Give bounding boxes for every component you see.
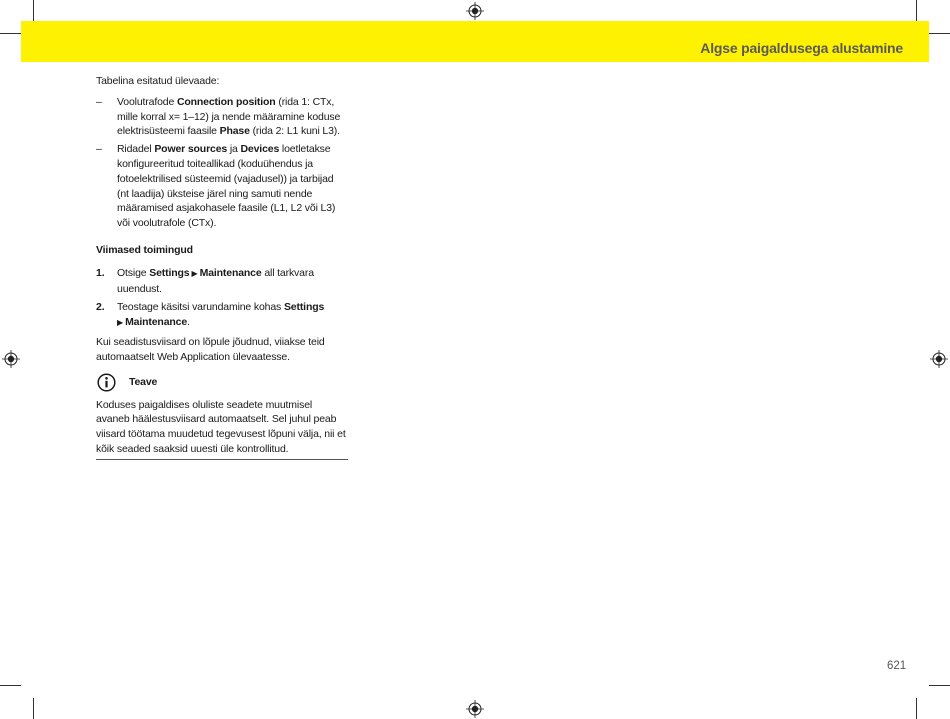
arrow-right-icon: ▶ xyxy=(189,268,200,278)
step-number: 2. xyxy=(96,301,105,314)
list-item xyxy=(96,266,348,297)
trim-mark xyxy=(929,33,950,34)
registration-mark-icon xyxy=(2,350,20,368)
registration-mark-icon xyxy=(930,350,948,368)
term-maintenance: Maintenance xyxy=(199,266,262,279)
term-connection-position: Connection position xyxy=(176,95,276,108)
note-title: Teave xyxy=(129,375,158,388)
trim-mark xyxy=(916,698,917,719)
trim-mark xyxy=(0,33,21,34)
trim-mark xyxy=(33,0,34,21)
bullet-list xyxy=(96,95,348,231)
trim-mark xyxy=(33,698,34,719)
list-item xyxy=(96,300,348,331)
steps-list xyxy=(96,266,348,331)
term-power-sources: Power sources xyxy=(154,143,228,156)
header-band xyxy=(21,21,929,62)
list-item xyxy=(96,95,348,139)
note-header xyxy=(96,373,348,395)
registration-mark-icon xyxy=(466,700,484,718)
text-run: Teostage käsitsi varundamine kohas xyxy=(117,301,284,314)
text-run: (rida 2: L1 kuni L3). xyxy=(249,125,340,138)
registration-mark-icon xyxy=(466,2,484,20)
note-body: Koduses paigaldises oluliste seadete muutmisel avaneb häälestusviisard automaatselt. Sel juhul peab viisard töötama muudetud tegevusest lõpuni välja, nii et kõik seaded saaksid uuesti üle kontrollitud. xyxy=(96,398,348,460)
dash-marker: – xyxy=(96,143,102,156)
trim-mark xyxy=(0,685,21,686)
info-icon xyxy=(97,373,116,392)
text-run: ja xyxy=(227,143,241,156)
arrow-right-icon: ▶ xyxy=(117,318,126,328)
section-heading: Viimased toimingud xyxy=(96,243,193,256)
text-run: Voolutrafode xyxy=(117,95,177,108)
dash-marker: – xyxy=(96,95,102,108)
text-run: loetletakse konfigureeritud toiteallikad (koduühendus ja fotoelektrilised süsteemid (vajadusel)) ja tarbijad (nt laadija) üksteise järel ning samuti nende määramised asjakohasele faasile (L1, L2 või L3) või voolutrafole (CTx). xyxy=(117,143,336,230)
main-text-column xyxy=(96,74,348,466)
term-devices: Devices xyxy=(240,143,280,156)
term-phase: Phase xyxy=(219,125,250,138)
term-maintenance: Maintenance xyxy=(125,316,188,329)
term-settings: Settings xyxy=(149,266,190,279)
term-settings: Settings xyxy=(283,301,325,314)
text-run: . xyxy=(187,316,190,329)
page-title: Algse paigaldusega alustamine xyxy=(700,40,903,56)
text-run: Otsige xyxy=(117,266,150,279)
trim-mark xyxy=(929,685,950,686)
page-number: 621 xyxy=(887,660,907,672)
outro-paragraph: Kui seadistusviisard on lõpule jõudnud, viiakse teid automaatselt Web Application ülevaatesse. xyxy=(96,335,325,363)
intro-paragraph: Tabelina esitatud ülevaade: xyxy=(96,75,220,87)
text-run: Ridadel xyxy=(117,143,155,156)
text-run: all tarkvara uuendust. xyxy=(117,266,314,295)
trim-mark xyxy=(916,0,917,21)
step-number: 1. xyxy=(96,266,105,279)
text-run: (rida 1: CTx, mille korral x= 1–12) ja nende määramine koduse elektrisüsteemi faasile xyxy=(117,95,341,138)
list-item xyxy=(96,142,348,231)
